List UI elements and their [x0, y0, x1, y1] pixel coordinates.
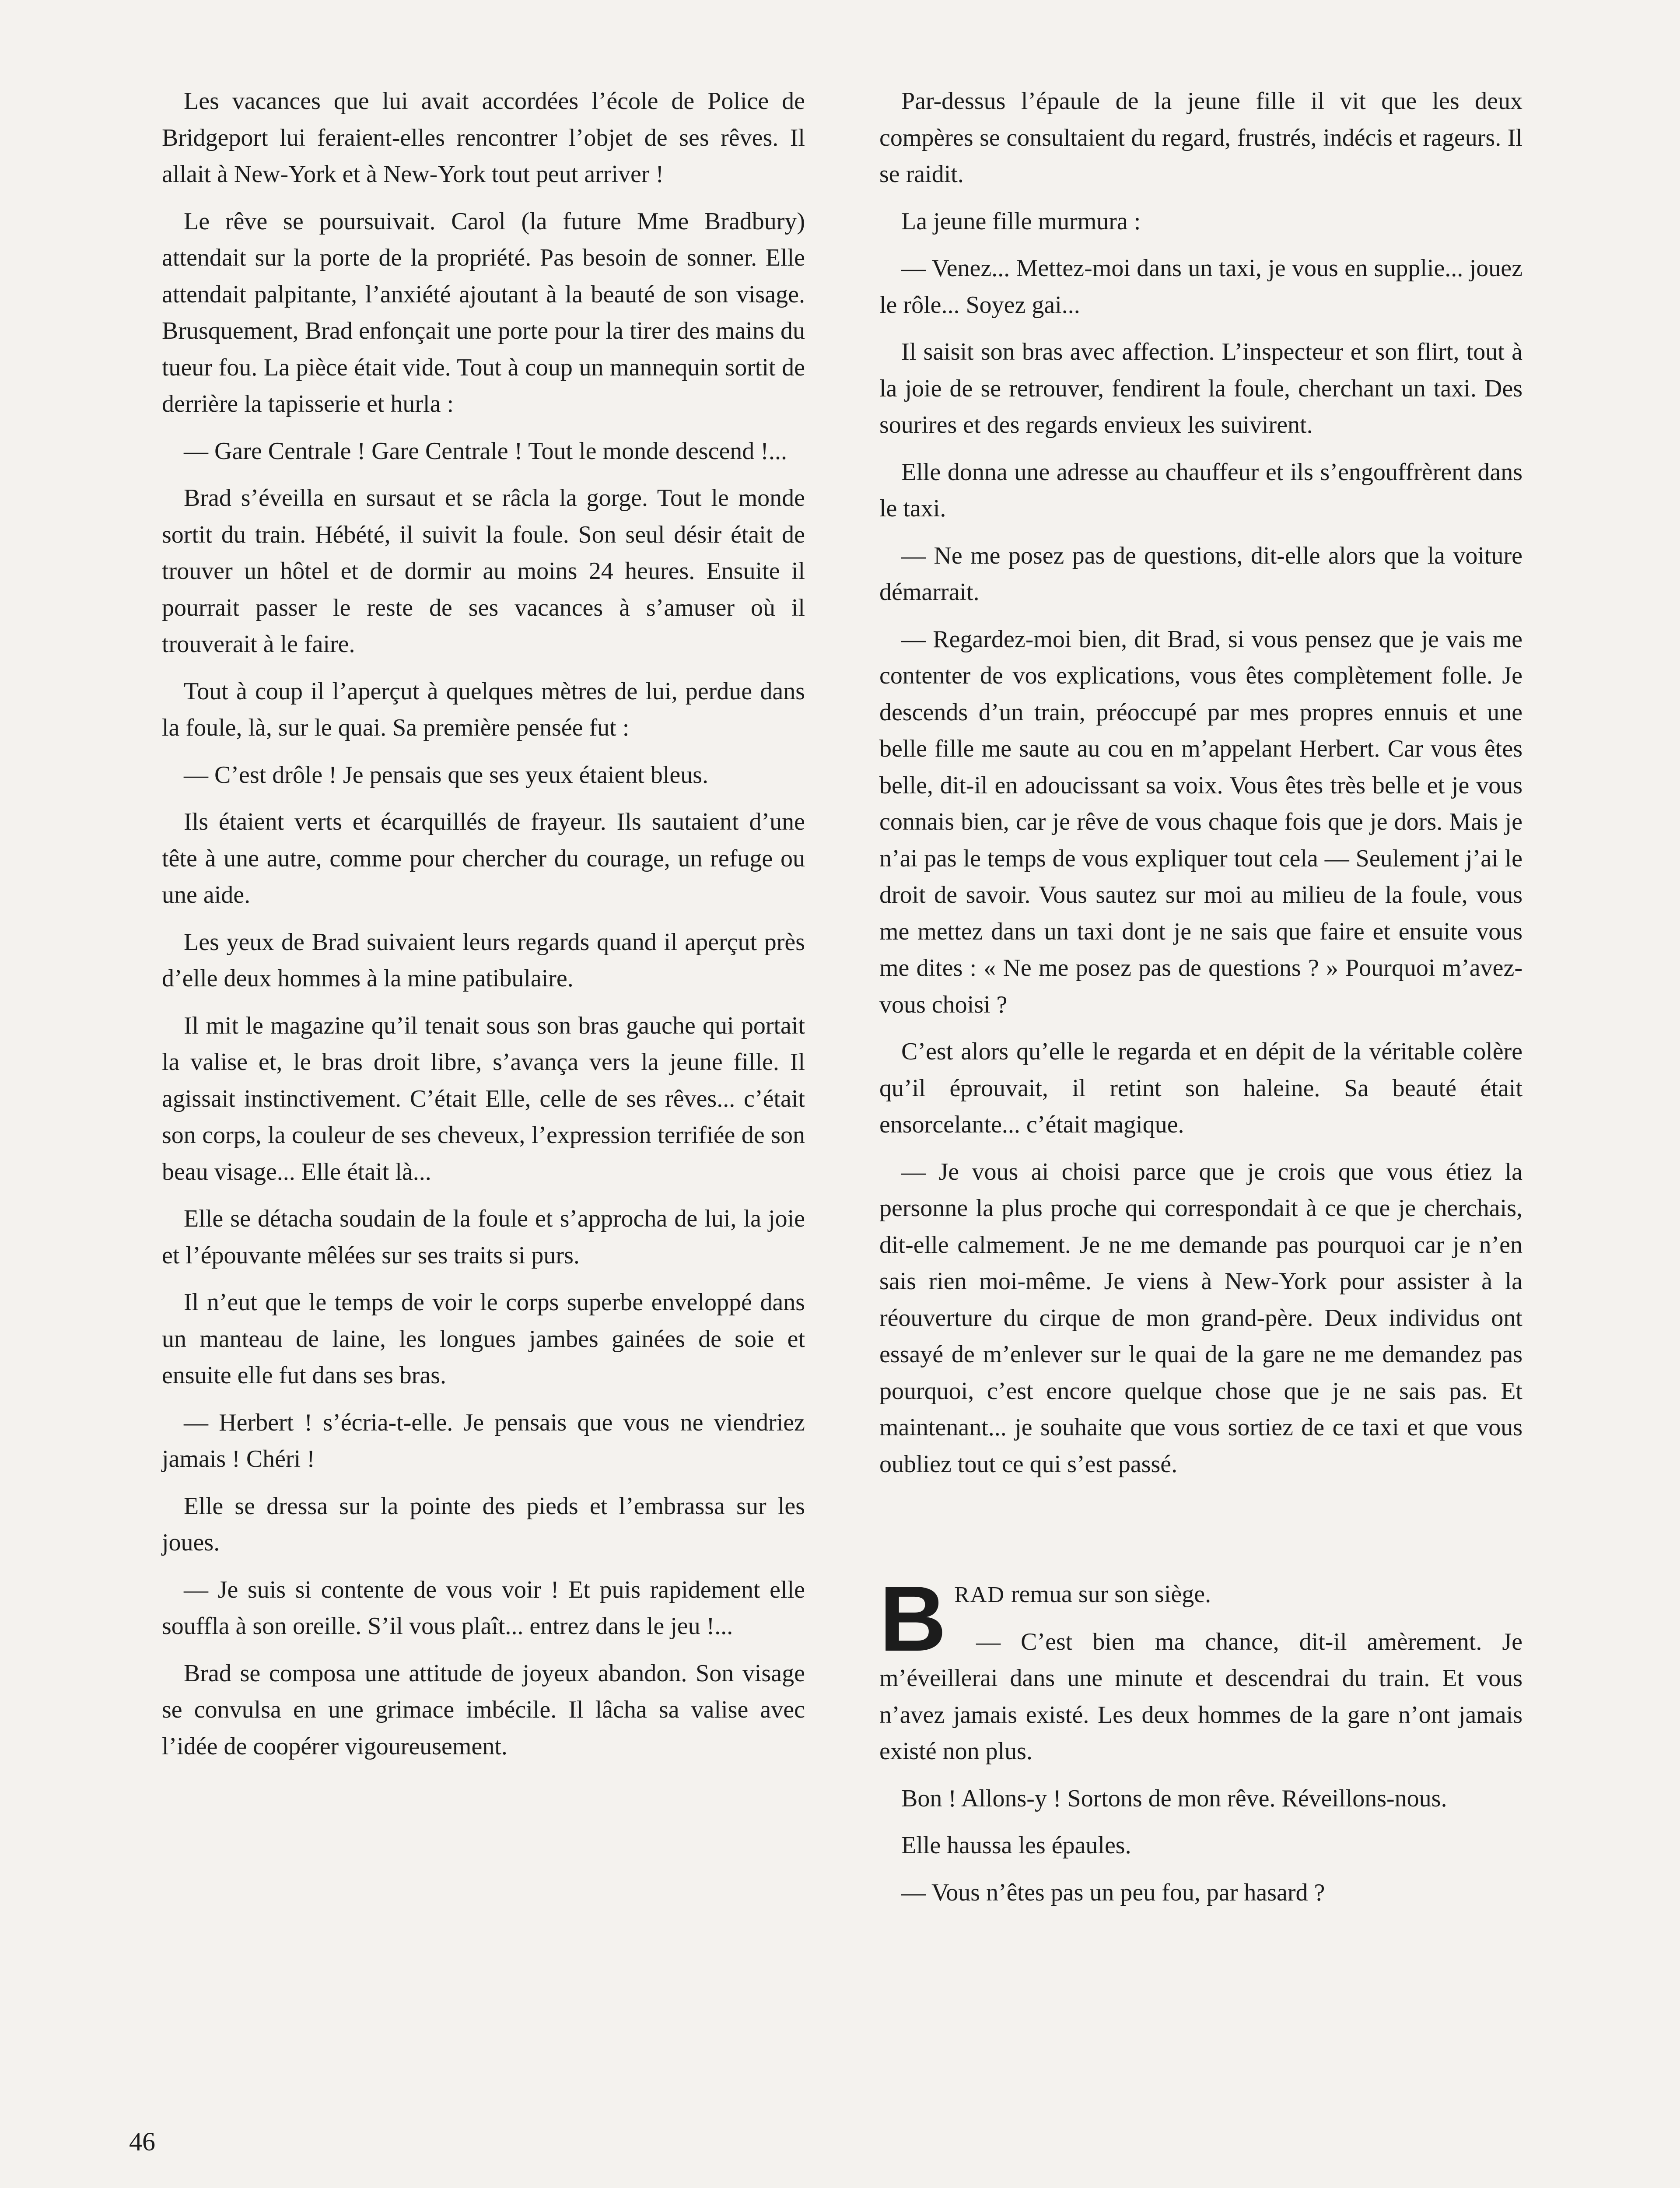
paragraph: Il n’eut que le temps de voir le corps superbe enveloppé dans un manteau de laine, les longues jambes gainées de soie et ensuite elle fut dans ses bras. — [162, 1289, 805, 1389]
page-number: 46 — [129, 2127, 155, 2156]
paragraph: — Herbert ! s’écria-t-elle. Je pensais que vous ne viendriez jamais ! Chéri ! — [162, 1409, 805, 1473]
right-column — [879, 83, 1522, 1922]
section-break — [879, 1493, 1522, 1576]
paragraph: — C’est bien ma chance, dit-il amèrement. Je m’éveillerai dans une minute et descendrai du train. Et vous n’avez jamais existé. Les deux hommes de la gare n’ont jamais existé non plus. — [879, 1628, 1522, 1765]
paragraph: Elle donna une adresse au chauffeur et ils s’engouffrèrent dans le taxi. — [879, 458, 1522, 522]
paragraph: Elle se dressa sur la pointe des pieds et l’embrassa sur les joues. — [162, 1492, 805, 1556]
paragraph: Il mit le magazine qu’il tenait sous son bras gauche qui portait la valise et, le bras droit libre, s’avança vers la jeune fille. Il agissait instinctivement. C’était Elle, celle de ses rêves... c’était son corps, la couleur de ses cheveux, l’expression terrifiée de son beau visage... Elle était là... — [162, 1012, 805, 1185]
paragraph: Brad s’éveilla en sursaut et se râcla la gorge. Tout le monde sortit du train. Hébété, il suivit la foule. Son seul désir était de trouver un hôtel et de dormir au moins 24 heures. Ensuite il pourrait passer le reste de ses vacances à s’amuser où il trouverait à le faire. — [162, 484, 805, 658]
paragraph: Il saisit son bras avec affection. L’inspecteur et son flirt, tout à la joie de se retrouver, fendirent la foule, cherchant un taxi. Des sourires et des regards envieux les suivirent. — [879, 338, 1522, 438]
left-column — [162, 83, 805, 1775]
paragraph: — Regardez-moi bien, dit Brad, si vous pensez que je vais me contenter de vos explications, vous êtes complètement folle. Je descends d’un train, préoccupé par mes propres ennuis et une belle fille me saute au cou en m’appelant Herbert. Car vous êtes belle, dit-il en adoucissant sa voix. Vous êtes très belle et je vous connais bien, car je rêve de vous chaque fois que je dors. Mais je n’ai pas le temps de vous expliquer tout cela — Seulement j’ai le droit de savoir. Vous sautez sur moi au milieu de la foule, vous me mettez dans un taxi dont je ne sais que faire et ensuite vous me dites : « Ne me posez pas de questions ? » Pourquoi m’avez-vous choisi ? — [879, 625, 1522, 1018]
drop-cap: B — [879, 1567, 947, 1670]
paragraph: C’est alors qu’elle le regarda et en dépit de la véritable colère qu’il éprouvait, il retint son haleine. Sa beauté était ensorcelante... c’était magique. — [879, 1038, 1522, 1138]
paragraph: Les vacances que lui avait accordées l’école de Police de Bridgeport lui feraient-elles rencontrer l’objet de ses rêves. Il allait à New-York et à New-York tout peut arriver ! — [162, 88, 805, 188]
paragraph: — C’est drôle ! Je pensais que ses yeux étaient bleus. — [184, 761, 709, 789]
paragraph: — Venez... Mettez-moi dans un taxi, je vous en supplie... jouez le rôle... Soyez gai... — [879, 255, 1522, 319]
paragraph: La jeune fille murmura : — [901, 207, 1141, 235]
paragraph: — Je suis si contente de vous voir ! Et puis rapidement elle souffla à son oreille. S’il vous plaît... entrez dans le jeu !... — [162, 1576, 805, 1640]
paragraph: Brad se composa une attitude de joyeux abandon. Son visage se convulsa en une grimace imbécile. Il lâcha sa valise avec l’idée de coopérer vigoureusement. — [162, 1659, 805, 1760]
paragraph: — Vous n’êtes pas un peu fou, par hasard ? — [901, 1879, 1325, 1906]
paragraph: — Je vous ai choisi parce que je crois que vous étiez la personne la plus proche qui correspondait à ce que je cherchais, dit-elle calmement. Je ne me demande pas pourquoi car je n’en sais rien moi-même. Je viens à New-York pour assister à la réouverture du cirque de mon grand-père. Deux individus ont essayé de m’enlever sur le quai de la gare ne me demandez pas pourquoi, c’est encore quelque chose que je ne sais pas. Et maintenant... je souhaite que vous sortiez de ce taxi et que vous oubliez tout ce qui s’est passé. — [879, 1158, 1522, 1478]
paragraph: Par-dessus l’épaule de la jeune fille il vit que les deux compères se consultaient du regard, frustrés, indécis et rageurs. Il se raidit. — [879, 88, 1522, 188]
paragraph: Les yeux de Brad suivaient leurs regards quand il aperçut près d’elle deux hommes à la mine patibulaire. — [162, 928, 805, 992]
paragraph: Tout à coup il l’aperçut à quelques mètres de lui, perdue dans la foule, là, sur le quai. Sa première pensée fut : — [162, 677, 805, 741]
dropcap-paragraph — [879, 1567, 1522, 1670]
paragraph: Elle se détacha soudain de la foule et s’approcha de lui, la joie et l’épouvante mêlées sur ses traits si purs. — [162, 1205, 805, 1269]
paragraph: — Gare Centrale ! Gare Centrale ! Tout le monde descend !... — [184, 437, 787, 465]
paragraph: Le rêve se poursuivait. Carol (la future Mme Bradbury) attendait sur la porte de la propriété. Pas besoin de sonner. Elle attendait palpitante, l’anxiété ajoutant à la beauté de son visage. Brusquement, Brad enfonçait une porte pour la tirer des mains du tueur fou. La pièce était vide. Tout à coup un mannequin sortit de derrière la tapisserie et hurla : — [162, 207, 805, 417]
paragraph: Ils étaient verts et écarquillés de frayeur. Ils sautaient d’une tête à une autre, comme pour chercher du courage, un refuge ou une aide. — [162, 808, 805, 908]
smallcaps-lead: RAD — [954, 1582, 1005, 1607]
paragraph: — Ne me posez pas de questions, dit-elle alors que la voiture démarrait. — [879, 542, 1522, 606]
paragraph: Elle haussa les épaules. — [901, 1832, 1131, 1859]
paragraph-text: remua sur son siège. — [1004, 1581, 1211, 1608]
paragraph: Bon ! Allons-y ! Sortons de mon rêve. Réveillons-nous. — [901, 1785, 1447, 1812]
